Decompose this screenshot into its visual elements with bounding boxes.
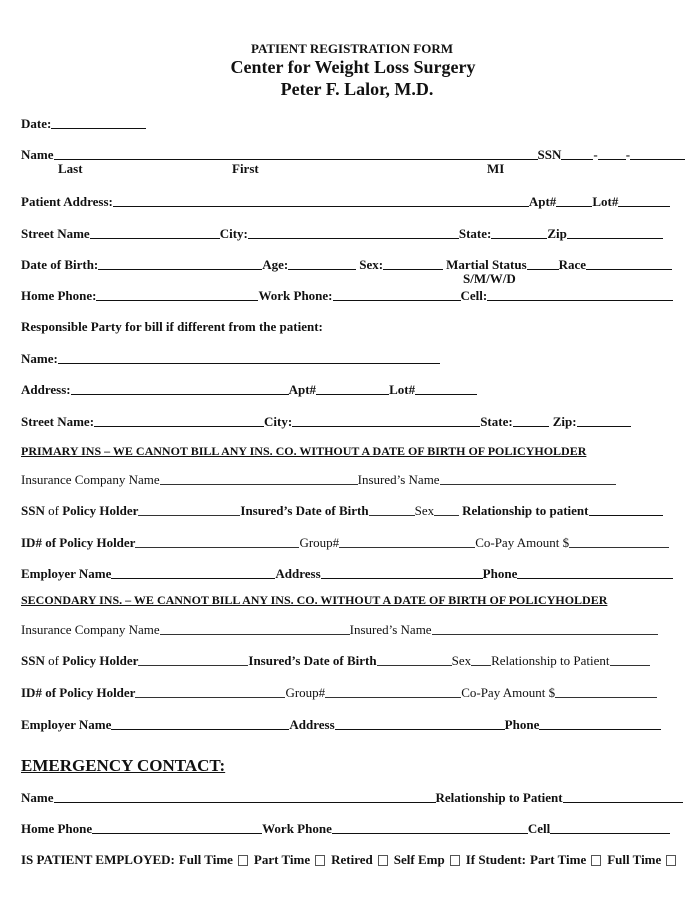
patient-name-field[interactable] [54, 159, 538, 160]
employment-row [21, 850, 688, 868]
student-full-time-checkbox[interactable] [666, 855, 676, 866]
of-word: of [48, 503, 59, 518]
date-field[interactable] [51, 128, 146, 129]
secondary-group-label: Group# [285, 685, 326, 700]
responsible-street-row [21, 412, 688, 430]
lot-field[interactable] [618, 206, 670, 207]
patient-address-row [21, 192, 688, 210]
secondary-sex-field[interactable] [471, 665, 491, 666]
responsible-address-row [21, 380, 688, 398]
primary-group-field[interactable] [339, 547, 475, 548]
physician-text: Peter F. Lalor, M.D. [280, 79, 434, 99]
emergency-name-row [21, 788, 688, 806]
primary-insured-dob-label: Insured’s Date of Birth [240, 503, 369, 518]
ssn-separator: - [593, 147, 598, 162]
primary-relationship-label: Relationship to patient [462, 503, 589, 518]
work-phone-field[interactable] [333, 300, 461, 301]
secondary-id-row [21, 683, 688, 701]
primary-phone-field[interactable] [517, 578, 673, 579]
secondary-id-label: ID# of Policy Holder [21, 685, 136, 700]
secondary-employer-row [21, 715, 688, 733]
primary-copay-label: Co-Pay Amount $ [475, 535, 570, 550]
spacer [21, 822, 688, 840]
ssn-part1-field[interactable] [561, 159, 593, 160]
race-label: Race [558, 257, 587, 272]
sex-field[interactable] [383, 269, 443, 270]
secondary-insured-dob-label: Insured’s Date of Birth [248, 653, 377, 668]
form-title-text: PATIENT REGISTRATION FORM [250, 41, 453, 56]
employment-part-time-checkbox[interactable] [315, 855, 325, 866]
secondary-insured-dob-field[interactable] [377, 665, 452, 666]
primary-insured-dob-field[interactable] [369, 515, 415, 516]
emergency-relationship-label: Relationship to Patient [435, 790, 563, 805]
secondary-address-label: Address [289, 717, 335, 732]
student-label: If Student: [465, 852, 527, 867]
employment-option-self-emp-label: Self Emp [393, 852, 445, 867]
primary-employer-field[interactable] [111, 578, 275, 579]
secondary-phone-field[interactable] [539, 729, 661, 730]
primary-employer-row [21, 564, 688, 582]
responsible-name-row [21, 349, 688, 367]
primary-company-label: Insurance Company Name [21, 472, 160, 487]
emergency-name-field[interactable] [54, 802, 436, 803]
organization-text: Center for Weight Loss Surgery [230, 57, 476, 77]
state-field[interactable] [491, 238, 547, 239]
primary-copay-field[interactable] [569, 547, 669, 548]
zip-field[interactable] [567, 238, 663, 239]
primary-address-label: Address [275, 566, 321, 581]
form-title [0, 41, 696, 57]
emergency-cell-label: Cell [527, 821, 551, 836]
responsible-street-field[interactable] [94, 426, 264, 427]
emergency-relationship-field[interactable] [563, 802, 683, 803]
secondary-relationship-field[interactable] [610, 665, 650, 666]
primary-ssn-field[interactable] [138, 515, 240, 516]
primary-group-label: Group# [299, 535, 340, 550]
responsible-street-label: Street Name: [21, 414, 95, 429]
secondary-employer-label: Employer Name [21, 717, 112, 732]
street-label: Street Name [21, 226, 90, 241]
marital-status-field[interactable] [527, 269, 559, 270]
sex-label: Sex: [359, 257, 384, 272]
state-label: State: [458, 226, 492, 241]
street-field[interactable] [90, 238, 220, 239]
name-sub-last: Last [58, 161, 83, 176]
primary-sex-field[interactable] [434, 515, 459, 516]
responsible-name-label: Name: [21, 351, 58, 366]
date-label: Date: [21, 116, 52, 131]
cell-label: Cell: [460, 288, 488, 303]
secondary-sex-label: Sex [451, 653, 472, 668]
primary-id-row [21, 533, 688, 551]
age-label: Age: [262, 257, 289, 272]
secondary-id-field[interactable] [135, 697, 285, 698]
patient-address-label: Patient Address: [21, 194, 113, 209]
work-phone-label: Work Phone: [258, 288, 333, 303]
patient-address-field[interactable] [113, 206, 529, 207]
name-sub-first: First [232, 161, 259, 176]
dob-field[interactable] [98, 269, 262, 270]
ssn-word: SSN [21, 503, 45, 518]
secondary-group-field[interactable] [325, 697, 461, 698]
responsible-apt-label: Apt# [288, 382, 317, 397]
ssn-word: SSN [21, 653, 45, 668]
home-phone-field[interactable] [96, 300, 258, 301]
responsible-lot-label: Lot# [389, 382, 416, 397]
responsible-city-label: City: [264, 414, 293, 429]
responsible-name-field[interactable] [58, 363, 440, 364]
primary-phone-label: Phone [482, 566, 518, 581]
ssn-part3-field[interactable] [630, 159, 685, 160]
primary-company-row [21, 470, 688, 488]
city-field[interactable] [248, 238, 459, 239]
student-full-time-label: Full Time [607, 852, 662, 867]
primary-employer-label: Employer Name [21, 566, 112, 581]
employment-option-part-time-label: Part Time [253, 852, 311, 867]
emergency-name-label: Name [21, 790, 54, 805]
secondary-ssn-row [21, 651, 688, 669]
organization-name [0, 57, 696, 78]
cell-field[interactable] [487, 300, 673, 301]
lot-label: Lot# [592, 194, 619, 209]
primary-ssn-row [21, 501, 688, 519]
dob-row [21, 255, 688, 273]
secondary-ssn-field[interactable] [138, 665, 248, 666]
emergency-home-phone-label: Home Phone [21, 821, 93, 836]
primary-insurance-heading: PRIMARY INS – WE CANNOT BILL ANY INS. CO. WITHOUT A DATE OF BIRTH OF POLICYHOLDER [21, 444, 587, 458]
primary-sex-label: Sex [414, 503, 435, 518]
responsible-address-field[interactable] [71, 394, 289, 395]
responsible-address-label: Address: [21, 382, 71, 397]
ssn-label: SSN [537, 147, 562, 162]
employment-self-emp-checkbox[interactable] [450, 855, 460, 866]
secondary-copay-label: Co-Pay Amount $ [461, 685, 556, 700]
responsible-party-heading: Responsible Party for bill if different from the patient: [21, 319, 323, 334]
date-row [21, 114, 688, 132]
responsible-heading-row [21, 317, 688, 335]
emergency-work-phone-label: Work Phone [262, 821, 332, 836]
student-part-time-label: Part Time [530, 852, 587, 867]
policy-holder-word: Policy Holder [62, 503, 139, 518]
secondary-copay-field[interactable] [555, 697, 657, 698]
primary-company-field[interactable] [160, 484, 358, 485]
ssn-separator: - [625, 147, 631, 162]
of-word: of [48, 653, 59, 668]
age-field[interactable] [288, 269, 356, 270]
primary-relationship-field[interactable] [589, 515, 663, 516]
secondary-company-label: Insurance Company Name [21, 622, 160, 637]
student-part-time-checkbox[interactable] [591, 855, 601, 866]
secondary-insured-name-label: Insured’s Name [349, 622, 432, 637]
employment-full-time-checkbox[interactable] [238, 855, 248, 866]
primary-address-field[interactable] [321, 578, 483, 579]
dob-label: Date of Birth: [21, 257, 99, 272]
secondary-company-field[interactable] [160, 634, 350, 635]
primary-insured-name-label: Insured’s Name [357, 472, 440, 487]
secondary-relationship-label: Relationship to Patient [491, 653, 610, 668]
apt-field[interactable] [556, 206, 592, 207]
responsible-apt-field[interactable] [316, 394, 389, 395]
emergency-contact-heading: EMERGENCY CONTACT: [21, 756, 226, 775]
home-phone-label: Home Phone: [21, 288, 97, 303]
responsible-city-field[interactable] [292, 426, 480, 427]
secondary-insurance-heading: SECONDARY INS. – WE CANNOT BILL ANY INS. CO. WITHOUT A DATE OF BIRTH OF POLICYHOLDER [21, 593, 608, 607]
employment-question: IS PATIENT EMPLOYED: [21, 852, 175, 867]
primary-insured-name-field[interactable] [440, 484, 616, 485]
responsible-zip-field[interactable] [577, 426, 631, 427]
primary-ssn-label [21, 503, 138, 519]
employment-option-retired-label: Retired [331, 852, 373, 867]
marital-options-hint: S/M/W/D [463, 271, 516, 286]
zip-label: Zip [547, 226, 567, 241]
secondary-insured-name-field[interactable] [432, 634, 658, 635]
primary-id-label: ID# of Policy Holder [21, 535, 136, 550]
secondary-phone-label: Phone [504, 717, 540, 732]
policy-holder-word: Policy Holder [62, 653, 139, 668]
city-label: City: [219, 226, 248, 241]
responsible-zip-label: Zip: [552, 414, 577, 429]
name-row [21, 145, 688, 163]
marital-status-label: Martial Status [446, 257, 527, 272]
responsible-state-field[interactable] [513, 426, 549, 427]
responsible-state-label: State: [480, 414, 513, 429]
name-label: Name [21, 147, 54, 162]
responsible-lot-field[interactable] [415, 394, 477, 395]
phones-row [21, 286, 688, 304]
street-row [21, 224, 688, 242]
name-sub-mi: MI [487, 161, 505, 176]
secondary-ssn-label [21, 653, 138, 669]
apt-label: Apt# [528, 194, 557, 209]
ssn-part2-field[interactable] [598, 159, 626, 160]
physician-name [0, 79, 696, 100]
race-field[interactable] [586, 269, 672, 270]
secondary-employer-field[interactable] [111, 729, 289, 730]
employment-retired-checkbox[interactable] [378, 855, 388, 866]
secondary-company-row [21, 620, 688, 638]
employment-option-full-time-label: Full Time [178, 852, 233, 867]
secondary-address-field[interactable] [335, 729, 505, 730]
primary-id-field[interactable] [135, 547, 299, 548]
